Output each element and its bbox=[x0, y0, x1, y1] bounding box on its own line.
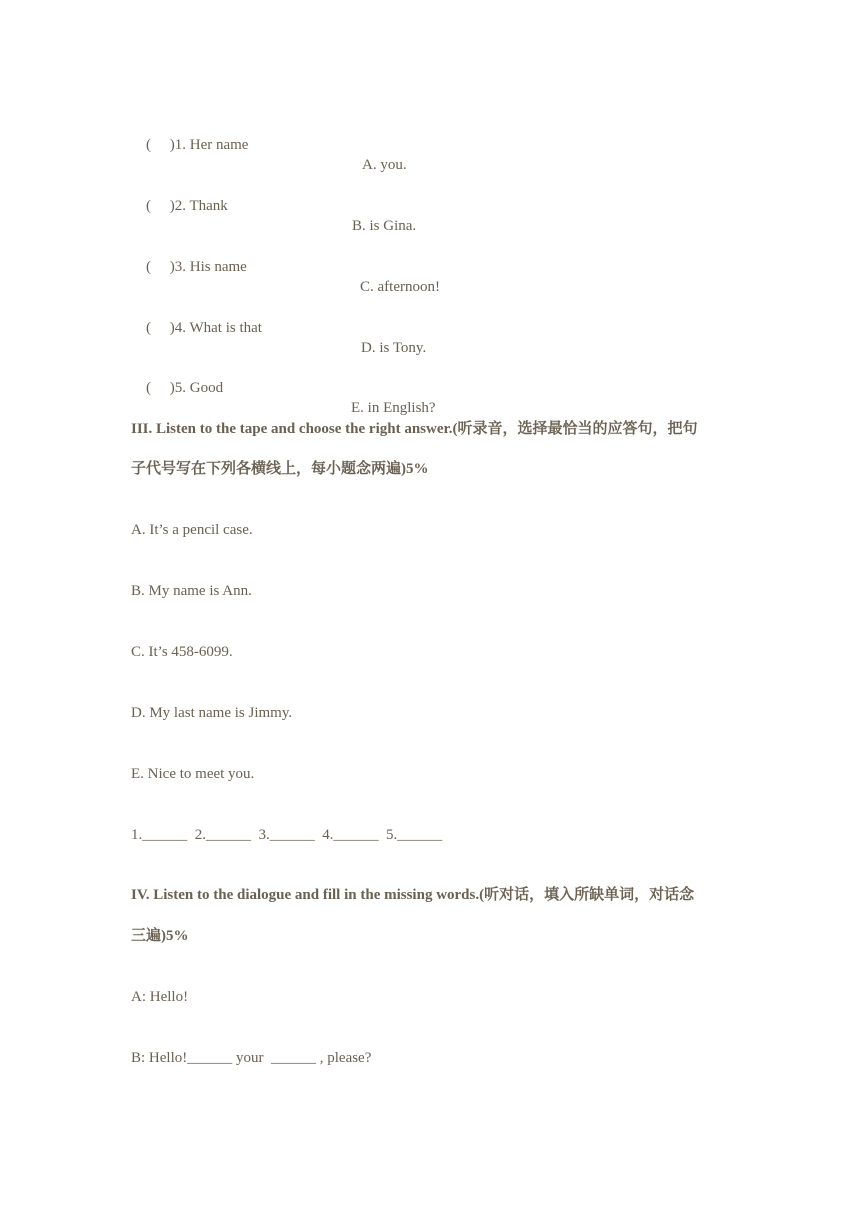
dialogue-line-2: B: Hello!______ your ______ , please? bbox=[131, 1050, 372, 1066]
section-3-option-b: B. My name is Ann. bbox=[131, 583, 252, 599]
section-3-option-e: E. Nice to meet you. bbox=[131, 766, 255, 782]
section-3-option-a: A. It’s a pencil case. bbox=[131, 522, 253, 538]
matching-right-5: E. in English? bbox=[351, 400, 436, 416]
section-4-heading-line2: 三遍)5% bbox=[131, 928, 189, 944]
matching-left-2: ( )2. Thank bbox=[146, 198, 228, 214]
section-3-answer-blanks: 1.______ 2.______ 3.______ 4.______ 5.______ bbox=[131, 827, 443, 843]
section-3-option-d: D. My last name is Jimmy. bbox=[131, 705, 293, 721]
dialogue-line-1: A: Hello! bbox=[131, 989, 189, 1005]
matching-right-3: C. afternoon! bbox=[360, 279, 440, 295]
section-3-option-c: C. It’s 458-6099. bbox=[131, 644, 233, 660]
section-3-heading-line1: III. Listen to the tape and choose the right answer.(听录音，选择最恰当的应答句，把句 bbox=[131, 421, 698, 437]
matching-left-5: ( )5. Good bbox=[146, 380, 224, 396]
matching-left-3: ( )3. His name bbox=[146, 259, 247, 275]
matching-right-4: D. is Tony. bbox=[361, 340, 427, 356]
matching-right-1: A. you. bbox=[362, 157, 407, 173]
section-4-heading-line1: IV. Listen to the dialogue and fill in the missing words.(听对话，填入所缺单词，对话念 bbox=[131, 887, 695, 903]
matching-left-1: ( )1. Her name bbox=[146, 137, 249, 153]
matching-left-4: ( )4. What is that bbox=[146, 320, 262, 336]
section-3-heading-line2: 子代号写在下列各横线上，每小题念两遍)5% bbox=[131, 461, 429, 477]
matching-right-2: B. is Gina. bbox=[352, 218, 417, 234]
